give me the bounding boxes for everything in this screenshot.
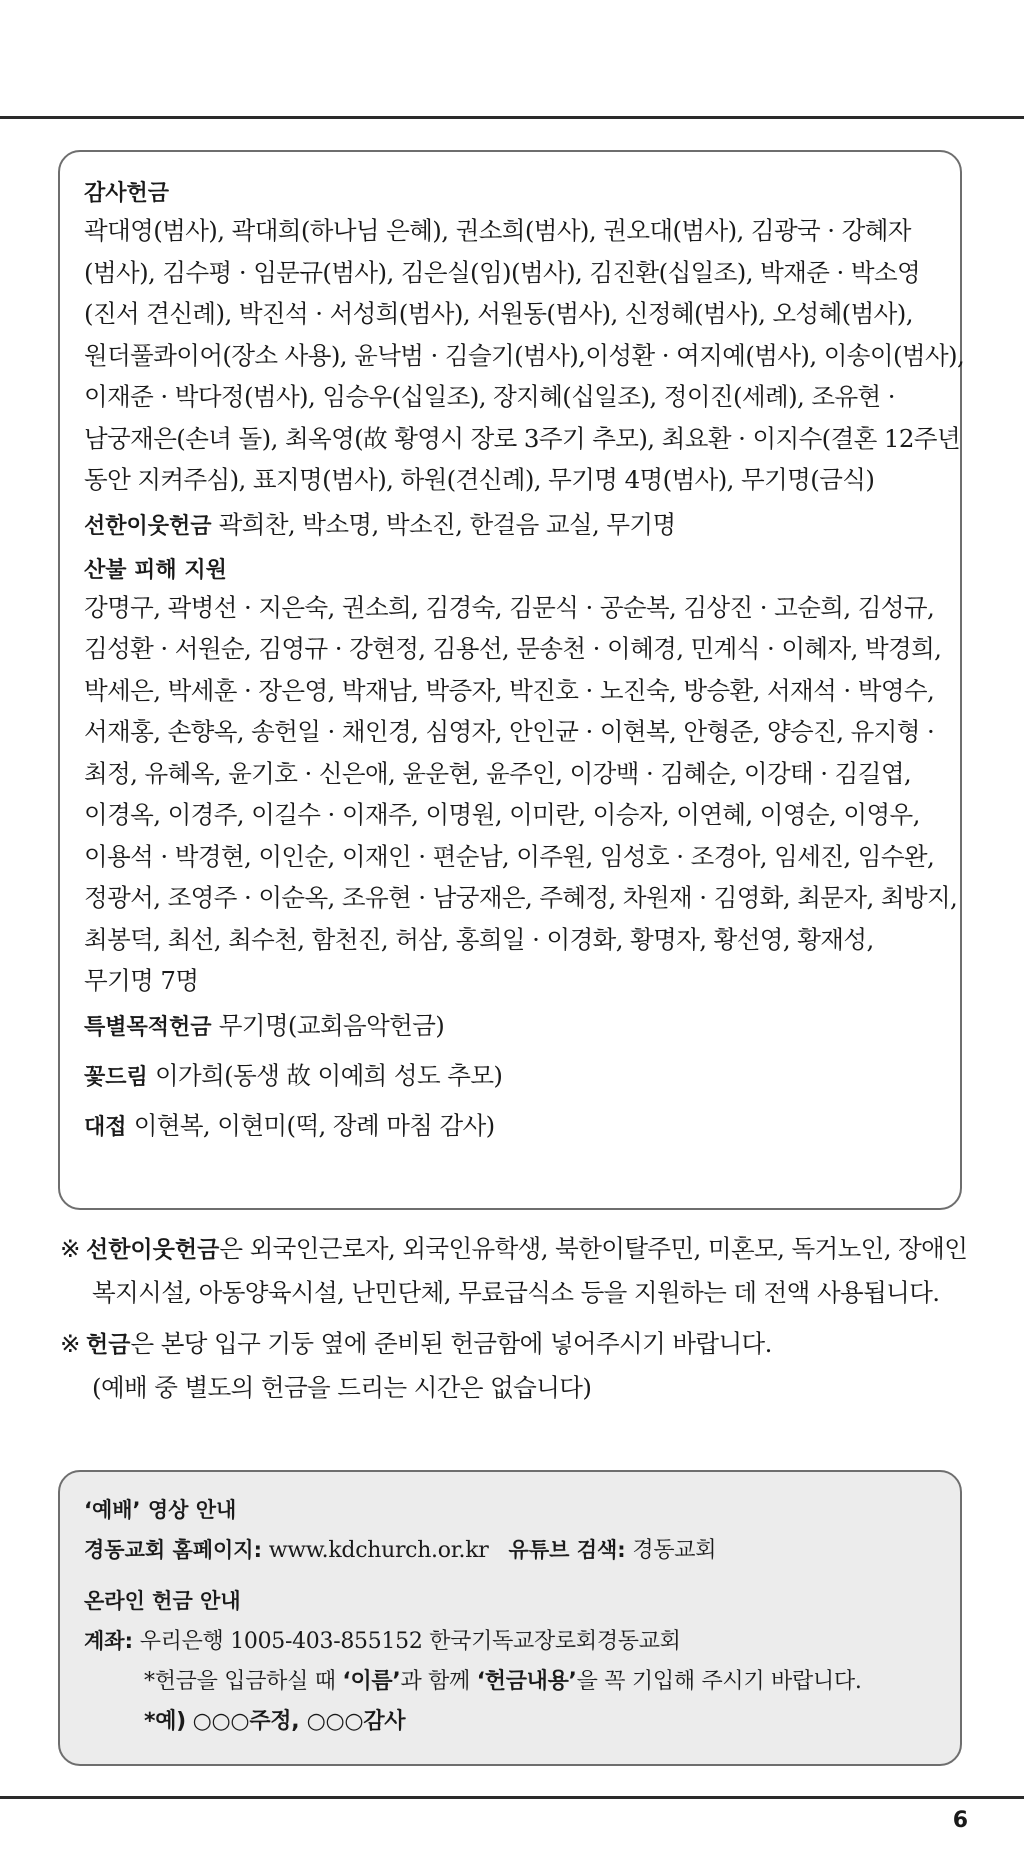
homepage-link[interactable]: www.kdchurch.or.kr [268, 1538, 489, 1563]
video-guide-title: ‘예배’ 영상 안내 [84, 1498, 237, 1522]
list-line: 이재준 · 박다정(범사), 임승우(십일조), 장지혜(십일조), 정이진(세례), 조유현 · [84, 382, 895, 411]
account-value: 우리은행 1005-403-855152 한국기독교장로회경동교회 [139, 1629, 681, 1654]
list-line: 동안 지켜주심), 표지명(범사), 하원(견신례), 무기명 4명(범사), 무기명(금식) [84, 465, 875, 494]
special-offering-row [84, 1002, 936, 1052]
homepage-row [84, 1530, 936, 1571]
example-text: ○○○주정, ○○○감사 [192, 1709, 406, 1734]
reception-row [84, 1102, 936, 1152]
offering-box-note [60, 1323, 980, 1408]
bottom-rule [0, 1796, 1024, 1799]
homepage-label: 경동교회 홈페이지: [84, 1538, 262, 1562]
list-line: (진서 견신례), 박진석 · 서성희(범사), 서원동(범사), 신정혜(범사), 오성혜(범사), [84, 299, 913, 328]
list-line: (범사), 김수평 · 임문규(범사), 김은실(임)(범사), 김진환(십일조), 박재준 · 박소영 [84, 257, 921, 287]
special-offering-title: 특별목적헌금 [84, 1014, 212, 1040]
list-line: 이경옥, 이경주, 이길수 · 이재주, 이명원, 이미란, 이승자, 이연혜, 이영순, 이영우, [84, 800, 920, 829]
list-line: 원더풀콰이어(장소 사용), 윤낙범 · 김슬기(범사),이성환 · 여지예(범사), 이송이(범사), [84, 340, 965, 370]
special-offering-text: 무기명(교회음악헌금) [218, 1010, 445, 1040]
list-line: 이용석 · 박경현, 이인순, 이재인 · 편순남, 이주원, 임성호 · 조경아, 임세진, 임수완, [84, 841, 935, 871]
top-rule [0, 116, 1024, 119]
flowers-title: 꽃드림 [84, 1064, 148, 1090]
list-line: 정광서, 조영주 · 이순옥, 조유현 · 남궁재은, 주혜정, 차원재 · 김영화, 최문자, 최방지, [84, 883, 958, 912]
account-label: 계좌: [84, 1629, 133, 1653]
instruction-text: 을 꼭 기입해 주시기 바랍니다. [576, 1669, 862, 1694]
instruction-text: *헌금을 입금하실 때 [144, 1669, 343, 1694]
list-line: 최봉덕, 최선, 최수천, 함천진, 허삼, 홍희일 · 이경화, 황명자, 황선영, 황재성, [84, 924, 874, 954]
flowers-text: 이가희(동생 故 이예희 성도 추모) [154, 1060, 503, 1090]
note-text: 은 외국인근로자, 외국인유학생, 북한이탈주민, 미혼모, 독거노인, 장애인 [219, 1234, 968, 1263]
instruction-content-keyword: ‘헌금내용’ [476, 1669, 577, 1694]
list-line: 서재홍, 손향옥, 송헌일 · 채인경, 심영자, 안인균 · 이현복, 안형준, 양승진, 유지형 · [84, 717, 935, 746]
thanks-offering-title: 감사헌금 [84, 181, 170, 206]
offerings-box [58, 150, 965, 1210]
thanks-offering-list [84, 210, 965, 501]
info-box [58, 1470, 962, 1766]
reception-text: 이현복, 이현미(떡, 장례 마침 감사) [133, 1110, 495, 1140]
list-line: 남궁재은(손녀 돌), 최옥영(故 황영시 장로 3주기 추모), 최요환 · 이지수(결혼 12주년 [84, 423, 961, 453]
neighbor-offering-title: 선한이웃헌금 [84, 513, 212, 539]
neighbor-offering-row [84, 501, 936, 551]
list-line: 강명구, 곽병선 · 지은숙, 권소희, 김경숙, 김문식 · 공순복, 김상진 · 고순희, 김성규, [84, 592, 935, 622]
wildfire-relief-list [84, 587, 958, 1002]
reference-mark: ※ [60, 1329, 80, 1358]
note-continuation: (예배 중 별도의 헌금을 드리는 시간은 없습니다) [92, 1372, 592, 1402]
deposit-example [84, 1702, 936, 1742]
online-offering-title: 온라인 헌금 안내 [84, 1589, 241, 1613]
neighbor-offering-note [60, 1228, 980, 1313]
list-line: 무기명 7명 [84, 966, 199, 995]
list-line: 최정, 유혜옥, 윤기호 · 신은애, 윤운현, 윤주인, 이강백 · 김혜순, 이강태 · 김길엽, [84, 758, 912, 788]
page-number: 6 [952, 1808, 968, 1833]
notes-section [60, 1228, 980, 1408]
reception-title: 대접 [84, 1114, 127, 1140]
deposit-instruction [84, 1662, 936, 1702]
wildfire-relief-title: 산불 피해 지원 [84, 557, 227, 583]
list-line: 곽대영(범사), 곽대희(하나님 은혜), 권소희(범사), 권오대(범사), 김광국 · 강혜자 [84, 216, 911, 245]
list-line: 김성환 · 서원순, 김영규 · 강현정, 김용선, 문송천 · 이혜경, 민계식 · 이혜자, 박경희, [84, 634, 942, 663]
youtube-search-value: 경동교회 [632, 1538, 717, 1563]
note-keyword: 선한이웃헌금 [86, 1237, 220, 1263]
instruction-name-keyword: ‘이름’ [342, 1669, 401, 1694]
note-text: 은 본당 입구 기둥 옆에 준비된 헌금함에 넣어주시기 바랍니다. [130, 1329, 772, 1358]
flowers-row [84, 1052, 936, 1102]
example-label: *예) [144, 1709, 186, 1734]
note-continuation: 복지시설, 아동양육시설, 난민단체, 무료급식소 등을 지원하는 데 전액 사용됩니다. [92, 1277, 940, 1307]
list-line: 박세은, 박세훈 · 장은영, 박재남, 박증자, 박진호 · 노진숙, 방승환, 서재석 · 박영수, [84, 675, 935, 705]
reference-mark: ※ [60, 1234, 80, 1263]
youtube-label: 유튜브 검색: [508, 1538, 626, 1562]
account-row [84, 1621, 936, 1662]
note-keyword: 헌금 [86, 1332, 131, 1358]
neighbor-offering-text: 곽희찬, 박소명, 박소진, 한걸음 교실, 무기명 [218, 509, 676, 539]
instruction-text: 과 함께 [400, 1669, 477, 1694]
